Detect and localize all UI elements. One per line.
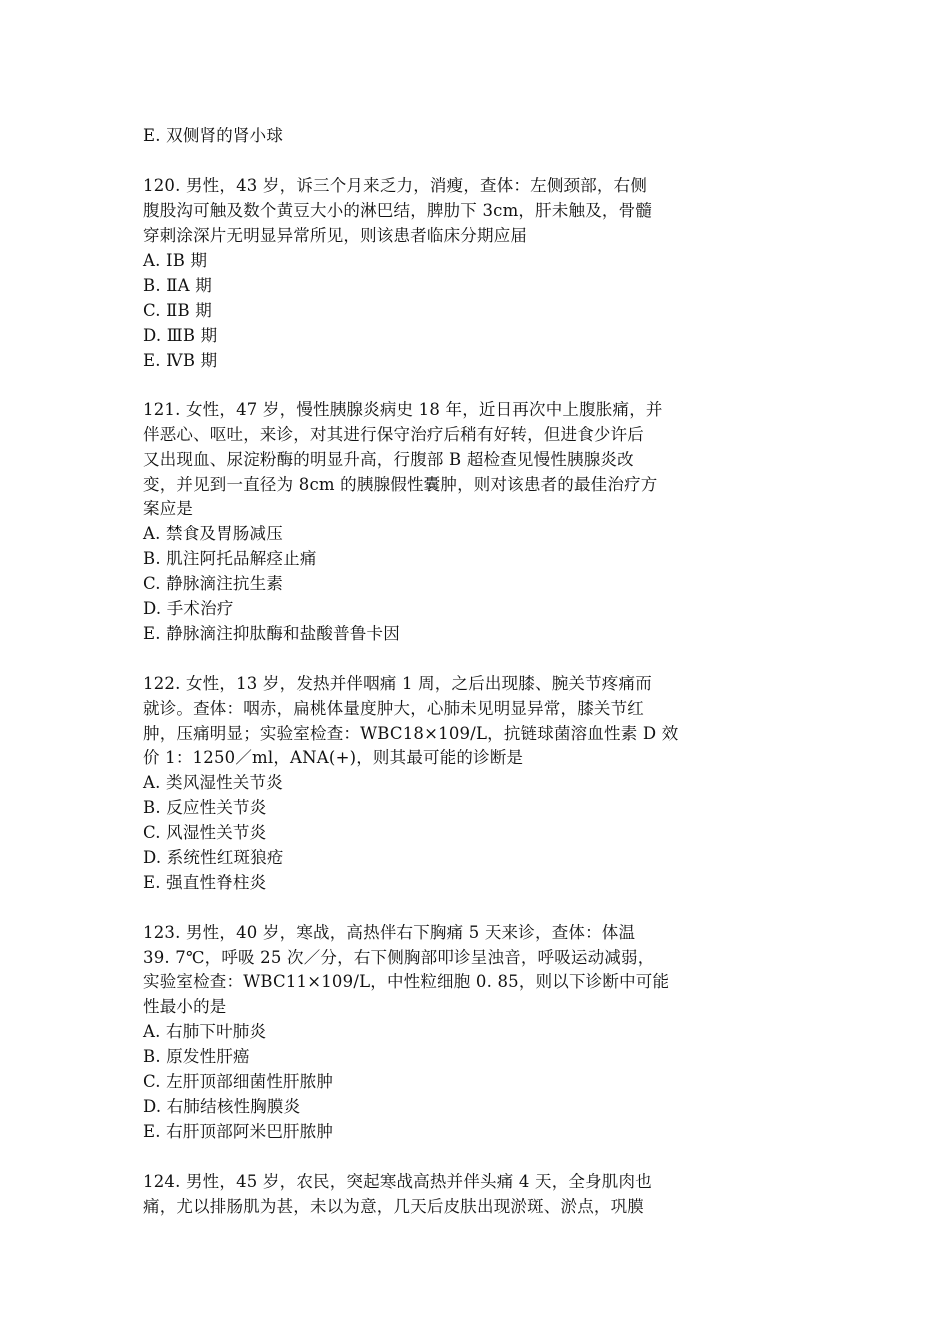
question-121-option-d: D. 手术治疗 xyxy=(143,599,234,618)
option-line: E. 双侧肾的肾小球 xyxy=(143,126,284,145)
question-120-option-c: C. ⅡB 期 xyxy=(143,301,213,320)
question-123-option-d: D. 右肺结核性胸膜炎 xyxy=(143,1097,301,1116)
question-121-option-b: B. 肌注阿托品解痉止痛 xyxy=(143,549,317,568)
question-120-option-d: D. ⅢB 期 xyxy=(143,326,218,345)
question-123-option-b: B. 原发性肝癌 xyxy=(143,1047,250,1066)
question-121-stem-line-4: 变，并见到一直径为 8cm 的胰腺假性囊肿，则对该患者的最佳治疗方 xyxy=(143,475,658,494)
question-120-option-e: E. ⅣB 期 xyxy=(143,351,218,370)
question-121-option-c: C. 静脉滴注抗生素 xyxy=(143,574,284,593)
question-123-stem-line-4: 性最小的是 xyxy=(143,997,227,1016)
question-120-stem-line-3: 穿刺涂深片无明显异常所见，则该患者临床分期应届 xyxy=(143,226,528,245)
question-121-stem-line-2: 伴恶心、呕吐，来诊，对其进行保守治疗后稍有好转，但进食少许后 xyxy=(143,425,644,444)
question-121-stem-line-1: 121. 女性，47 岁，慢性胰腺炎病史 18 年，近日再次中上腹胀痛，并 xyxy=(143,400,663,419)
question-122-option-a: A. 类风湿性关节炎 xyxy=(143,773,283,792)
question-121-stem-line-3: 又出现血、尿淀粉酶的明显升高，行腹部 B 超检查见慢性胰腺炎改 xyxy=(143,450,634,469)
question-122-option-d: D. 系统性红斑狼疮 xyxy=(143,848,284,867)
question-120-option-b: B. ⅡA 期 xyxy=(143,276,212,295)
question-120-option-a: A. ⅠB 期 xyxy=(143,251,208,270)
question-124-stem-line-2: 痛，尤以排肠肌为甚，未以为意，几天后皮肤出现淤斑、淤点，巩膜 xyxy=(143,1197,644,1216)
question-123-stem-line-3: 实验室检查：WBC11×109/L，中性粒细胞 0. 85，则以下诊断中可能 xyxy=(143,972,670,991)
question-124-stem-line-1: 124. 男性，45 岁，农民，突起寒战高热并伴头痛 4 天，全身肌肉也 xyxy=(143,1172,652,1191)
question-122-stem-line-1: 122. 女性，13 岁，发热并伴咽痛 1 周，之后出现膝、腕关节疼痛而 xyxy=(143,674,652,693)
question-122-stem-line-2: 就诊。查体：咽赤，扁桃体量度肿大，心肺未见明显异常，膝关节红 xyxy=(143,699,644,718)
question-121-option-a: A. 禁食及胃肠减压 xyxy=(143,524,283,543)
question-122-stem-line-4: 价 1：1250／ml，ANA(+)，则其最可能的诊断是 xyxy=(143,748,524,767)
question-123-stem-line-1: 123. 男性，40 岁，寒战，高热伴右下胸痛 5 天来诊，查体：体温 xyxy=(143,923,636,942)
question-121-stem-line-5: 案应是 xyxy=(143,499,194,518)
question-122-option-c: C. 风湿性关节炎 xyxy=(143,823,267,842)
question-123-option-a: A. 右肺下叶肺炎 xyxy=(143,1022,267,1041)
question-121-option-e: E. 静脉滴注抑肽酶和盐酸普鲁卡因 xyxy=(143,624,400,643)
question-123-option-c: C. 左肝顶部细菌性肝脓肿 xyxy=(143,1072,334,1091)
question-122-option-e: E. 强直性脊柱炎 xyxy=(143,873,267,892)
question-120-stem-line-2: 腹股沟可触及数个黄豆大小的淋巴结，脾肋下 3cm，肝未触及，骨髓 xyxy=(143,201,653,220)
question-123-option-e: E. 右肝顶部阿米巴肝脓肿 xyxy=(143,1122,334,1141)
question-122-option-b: B. 反应性关节炎 xyxy=(143,798,267,817)
question-120-stem-line-1: 120. 男性，43 岁，诉三个月来乏力，消瘦，查体：左侧颈部，右侧 xyxy=(143,176,648,195)
question-122-stem-line-3: 肿，压痛明显；实验室检查：WBC18×109/L，抗链球菌溶血性素 D 效 xyxy=(143,724,679,743)
question-123-stem-line-2: 39. 7℃，呼吸 25 次／分，右下侧胸部叩诊呈浊音，呼吸运动减弱， xyxy=(143,948,655,967)
